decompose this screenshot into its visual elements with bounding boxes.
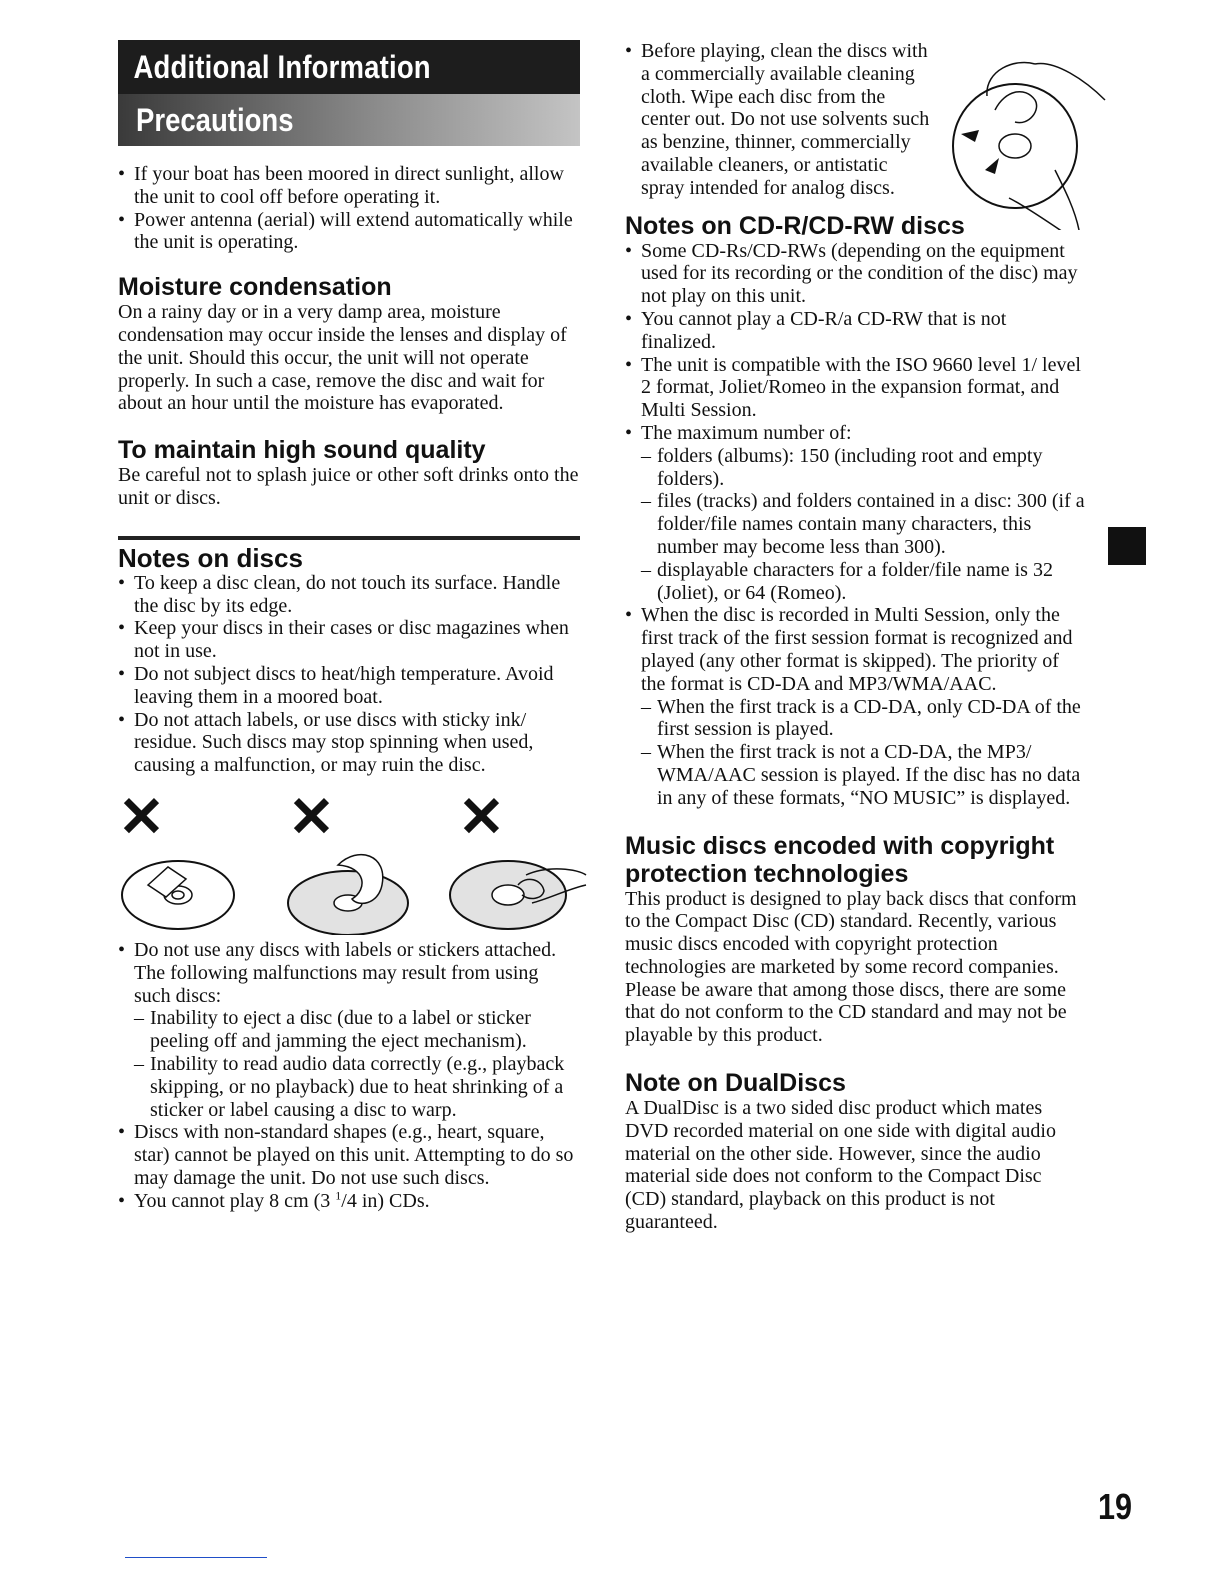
cdr-list <box>625 240 1085 810</box>
cdr-max-list <box>641 445 1085 605</box>
section-banner <box>118 40 580 146</box>
banner-subtitle: Precautions <box>136 101 294 138</box>
labels-sub-text: The following malfunctions may result from using such discs: <box>134 961 539 1007</box>
size-text-end: in) CDs. <box>356 1189 430 1212</box>
copyright-heading: Music discs encoded with copyright protection technologies <box>625 831 1055 888</box>
prohibited-marks <box>118 784 588 848</box>
list-item <box>625 422 1085 604</box>
list-item <box>118 939 580 1121</box>
size-fraction-den: /4 <box>341 1189 357 1212</box>
list-item: • Power antenna (aerial) will extend automatically while the unit is operating. <box>118 209 580 255</box>
discs-heading: Notes on discs <box>118 542 303 573</box>
prohibited-x-icon: ✕ <box>118 784 165 848</box>
sound-body: Be careful not to splash juice or other soft drinks onto the unit or discs. <box>118 464 579 509</box>
cdr-max-text: The maximum number of: <box>641 421 852 444</box>
moisture-heading: Moisture condensation <box>118 273 392 302</box>
list-item: • You cannot play a CD-R/a CD-RW that is not finalized. <box>625 308 1085 354</box>
prohibited-x-icon: ✕ <box>458 784 505 848</box>
banner-subtitle-bar <box>118 94 580 146</box>
bottom-rule <box>125 1557 267 1558</box>
list-item: – When the first track is a CD-DA, only CD-DA of the first session is played. <box>641 696 1085 742</box>
list-item: • Before playing, clean the discs with a commercially available cleaning cloth. Wipe each disc from the center out. Do not use solvents such as benzine, thinner, commercially available cleaners, or antistatic spray intended for analog discs. <box>625 40 931 200</box>
disc-illustrations <box>118 845 588 935</box>
copyright-body: This product is designed to play back discs that conform to the Compact Disc (CD) standard. Recently, various music discs encoded with copyright protection technologies are marketed by some record companies. Please be aware that among those discs, there are some that do not conform to the CD standard and may not be playable by this product. <box>625 887 1077 1047</box>
cleaning-block <box>625 40 1085 200</box>
list-item: – Inability to eject a disc (due to a label or sticker peeling off and jamming the eject mechanism). <box>134 1007 580 1053</box>
left-column <box>118 40 580 1213</box>
prohibited-x-icon: ✕ <box>288 784 335 848</box>
list-item: – When the first track is not a CD-DA, the MP3/ WMA/AAC session is played. If the disc has no data in any of these formats, “NO MUSIC” is displayed. <box>641 741 1085 809</box>
disc-cleaning-icon <box>945 50 1115 230</box>
disc-with-peeling-sticker-icon <box>278 845 428 935</box>
section-divider <box>118 536 580 540</box>
moisture-body: On a rainy day or in a very damp area, moisture condensation may occur inside the lenses and display of the unit. Should this occur, the unit will not operate properly. In such a case, remove the disc and wait for about an hour until the moisture has evaporated. <box>118 301 567 415</box>
cdr-heading: Notes on CD-R/CD-RW discs <box>625 211 965 240</box>
disc-with-label-icon <box>118 845 268 935</box>
list-item: • The unit is compatible with the ISO 9660 level 1/ level 2 format, Joliet/Romeo in the expansion format, and Multi Session. <box>625 354 1085 422</box>
right-column <box>625 40 1085 1234</box>
list-item: • To keep a disc clean, do not touch its surface. Handle the disc by its edge. <box>118 572 580 618</box>
discs-list <box>118 572 580 777</box>
list-item: – files (tracks) and folders contained in a disc: 300 (if a folder/file names contain many characters, this number may become less than 300). <box>641 490 1085 558</box>
labels-dash-list <box>134 1007 580 1121</box>
list-item: • Keep your discs in their cases or disc magazines when not in use. <box>118 617 580 663</box>
labels-list <box>118 939 580 1213</box>
cdr-multisession-list <box>641 696 1085 810</box>
dualdisc-heading: Note on DualDiscs <box>625 1069 846 1098</box>
sound-heading: To maintain high sound quality <box>118 436 486 465</box>
list-item: • If your boat has been moored in direct sunlight, allow the unit to cool off before operating it. <box>118 163 580 209</box>
banner-title: Additional Information <box>133 48 431 85</box>
dualdisc-body: A DualDisc is a two sided disc product which mates DVD recorded material on one side with digital audio material on the other side. However, since the audio material side does not conform to the Compact Disc (CD) standard, playback on this product is not guaranteed. <box>625 1097 1056 1234</box>
section-tab-marker <box>1108 527 1146 565</box>
list-item <box>625 604 1085 809</box>
disc-touching-surface-icon <box>438 845 588 935</box>
list-item: • Do not subject discs to heat/high temperature. Avoid leaving them in a moored boat. <box>118 663 580 709</box>
intro-list <box>118 163 580 254</box>
size-fraction-num: 1 <box>335 1188 342 1203</box>
list-item <box>118 1190 580 1213</box>
list-item: – displayable characters for a folder/file name is 32 (Joliet), or 64 (Romeo). <box>641 559 1085 605</box>
page-number: 19 <box>1097 1486 1132 1527</box>
list-item: • Do not attach labels, or use discs with sticky ink/ residue. Such discs may stop spinning when used, causing a malfunction, or may ruin the disc. <box>118 709 580 777</box>
cdr-multisession-text: When the disc is recorded in Multi Session, only the first track of the first session format is recognized and played (any other format is skipped). The priority of the format is CD-DA and MP3/WMA/AAC. <box>641 604 1073 695</box>
list-item: • Discs with non-standard shapes (e.g., heart, square, star) cannot be played on this unit. Attempting to do so may damage the unit. Do not use such discs. <box>118 1121 580 1189</box>
list-item: – Inability to read audio data correctly (e.g., playback skipping, or no playback) due to heat shrinking of a sticker or label causing a disc to warp. <box>134 1053 580 1121</box>
list-item: • Some CD-Rs/CD-RWs (depending on the equipment used for its recording or the condition of the disc) may not play on this unit. <box>625 240 1085 308</box>
list-item: – folders (albums): 150 (including root and empty folders). <box>641 445 1085 491</box>
labels-bullet-text: Do not use any discs with labels or stickers attached. <box>134 938 557 961</box>
size-text: You cannot play 8 cm (3 <box>134 1189 336 1212</box>
